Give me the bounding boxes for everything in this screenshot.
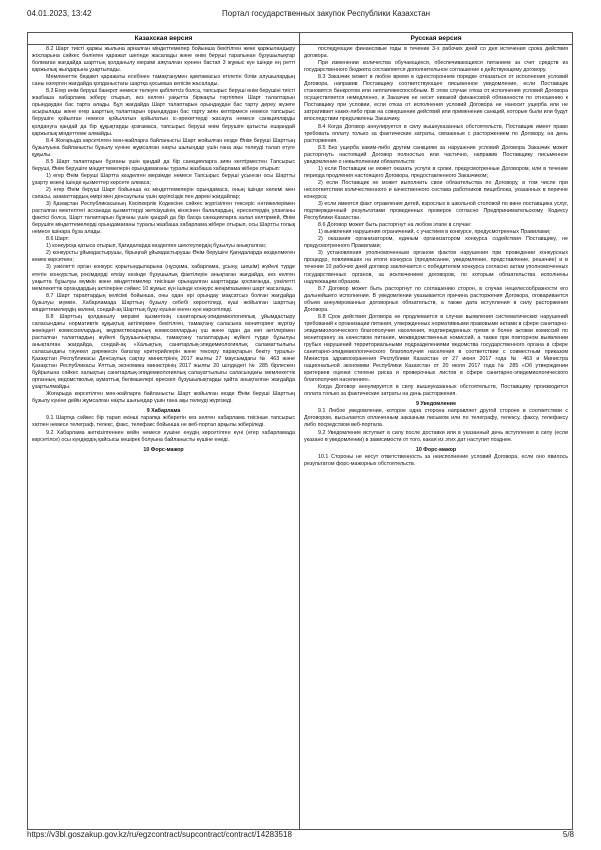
- page-url: https://v3bl.goszakup.gov.kz/ru/egzcontract/supcontract/contract/14283518: [27, 830, 292, 839]
- paragraph: 2) конкурсты ұйымдастырушы, бірыңғай ұйымдастырушы Өнім берушіге Қағидаларда көзделмеген кемек көрсеткен;: [32, 250, 295, 264]
- paragraph: 8.3 Заказчик может в любое время в одностороннем порядке отказаться от исполнения условий Договора, направив Поставщику соответствующее письменное уведомление, если Поставщик становится банкротом или неплатежеспособным. В этом случае отказ от исполнения условий Договора осуществляется немедленно, и Заказчик не несет никакой финансовой обязанности по отношению к Поставщику при условии, если отказ от исполнения условий Договора не наносит ущерба или не затрагивает каких-либо прав на совершение действий или применение санкций, которые были или будут впоследствии предъявлены Заказчику.: [304, 74, 568, 123]
- paragraph: 8.8 Срок действия Договора не продлевается в случае выявления систематических нарушений требований к организации питания, утвержденных нормативными правовыми актами в сфере санитарно-эпидемиологического благополучия населения, подтвержденных тремя и более актами комиссий по мониторингу за качеством питания, межведомственных комиссий, а также при повторном выявлении грубых нарушений территориальными подразделениями ведомства государственного органа в сфере санитарно-эпидемиологического благополучия населения в соответствии с совместным приказом Министра здравоохранения Республики Казахстан от 27 июня 2017 года № 463 и Министра национальной экономики Республики Казахстан от 20 июля 2017 года № 285 «Об утверждении критериев оценки степени риска и проверочных листов в сфере санитарно-эпидемиологического благополучия населения».: [304, 313, 568, 384]
- kazakh-column: [28, 33, 300, 829]
- portal-title: Портал государственных закупок Республики Казахстан: [222, 9, 431, 18]
- paragraph: 3) уәкілетті орган конкурс қорытындыларына (нұсқама, хабарлама, ұсыну, шешім) жүйелі түрде ететін конкурстық рәсімдерді өткізу кезінде бұзушылық фактілерін анықтаған жағдайда, кез келген уақытта бұзылуы мүмкін және міндеттемелер тиісінше орындалған шарттарды қоспағанда, уәкілетті мемлекеттік органдардың актілеріне сәйкес 10 жұмыс күн ішінде конкурс жеңімпазымен шарт жасалады.: [32, 264, 295, 292]
- page-number: 5/8: [562, 830, 574, 839]
- paragraph: 3) если имеется факт отравления детей, взрослых в школьной столовой по вине поставщика услуг, подтвержденный результатами проведенных проверок согласно Предпринимательскому Кодексу Республики Казахстан.: [304, 201, 568, 222]
- paragraph: 9.1 Шартқа сәйкес бір тарап екінші тарапқа жіберетін кез келген хабарлама тиісінше тапсырыс хатпен немесе телеграф, телекс, факс, телефакс бойынша не веб-портал арқылы жіберіледі.: [32, 415, 295, 429]
- paragraph: 3) установления уполномоченным органом фактов нарушения при проведении конкурсных процедур, повлиявших на итоги конкурса (предписание, уведомление, представление, решение) и в течение 10 рабочих дней договор заключается с победителем конкурса согласно актам уполномоченных государственных органов, за исключением договоров, по которым обязательства исполнены надлежащим образом.: [304, 250, 568, 285]
- paragraph: 8.7 Договор может быть расторгнут по соглашению сторон, в случае нецелесообразности его дальнейшего исполнения. В уведомлении указывается причина расторжения Договора, оговаривается объем аннулированных договорных обязательств, а также дата вступления в силу расторжения Договора.: [304, 285, 568, 313]
- section-heading: 9 Уведомление: [415, 401, 457, 408]
- paragraph: 1) если Поставщик не может оказать услуги в сроки, предусмотренные Договором, или в течение периода продления настоящего Договора, предоставленного Заказчиком;: [304, 165, 568, 179]
- paragraph: 8.4 Жоғарыда көрсетілген мән-жайларға байланысты Шарт жойылған кезде Өнім беруші Шарттың бұзылуына байланысты бұзылу күніне жұмсалған нақты шығындар үшін ғана ақы төлеуді талап етуге құқылы.: [32, 137, 295, 158]
- russian-column-title: Русская версия: [300, 33, 572, 45]
- paragraph: 2) егер Өнім беруші Шарт бойынша өз міндеттемелерін орындамаса, оның ішінде көлемі мен сапасы, азаматтардың өмірі мен денсаулығы үшін қауіпсіздік пен дөрекі жағдайлар;: [32, 186, 295, 200]
- paragraph: 8.6 Шарт:: [46, 236, 70, 243]
- paragraph: 8.2 Шарт тиісті қаржы жылына арналған міндеттемелер бойынша бекітілген жеке қаржыландыру жоспарына сәйкес бөлінген қаражат шегінде жасалады және өнім беруші тарапынан бұзушылықтар болмаған жағдайда шарттың қолданылу мерзімі аяқталған күннен бастап 3 жұмыс күн ішінде ең ретті қаржылық жылдарына ұзартылады.: [32, 46, 295, 74]
- paragraph: последующие финансовые годы в течение 3-х рабочих дней со дня истечения срока действия договора.: [304, 46, 568, 60]
- paragraph: Мемлекеттік бюджет қаражаты есебінен тамақтанумен қамтамасыз етілетін білім алушылардың саны өзгерген жағдайда қолданыстағы шартқа қосымша келісім жасалады.: [32, 74, 295, 88]
- paragraph: 2) оказания организатором, единым организатором конкурса содействия Поставщику, не предусмотренного Правилами;: [304, 236, 568, 250]
- paragraph: 9.1 Любое уведомление, которое одна сторона направляет другой стороне в соответствии с Договором, высылается оплаченным заказным письмом или по телеграфу, телексу, факсу, телефаксу либо посредством веб-портала.: [304, 408, 568, 429]
- paragraph: 8.5 Шарт талаптарын бұзғаны үшін қандай да бір санкцияларға зиян келтірместен Тапсырыс беруші, Өнім берушіге міндеттемелерін орындамағаны туралы жазбаша хабарлама жібере отырып:: [32, 158, 295, 172]
- section-heading: 10 Форс-мажор: [415, 446, 457, 453]
- paragraph: 8.7 Шарт тараптардың келісімі бойынша, оны одан әрі орындау мақсатсыз болған жағдайда бұзылуы мүмкін. Хабарламада Шарттың бұзылу себебі көрсетіледі, күші жойылған шарттың міндеттемелердің көлемі, сондай-ақ Шарттың бұзу күшіне енген күні көрсетіледі.: [32, 292, 295, 313]
- paragraph: При изменении количества обучающихся, обеспечивающихся питанием за счет средств из государственного бюджета составляется дополнительное соглашение к действующему договору.: [304, 60, 568, 74]
- section-heading: 10 Форс-мажор: [143, 446, 184, 453]
- kazakh-column-title: Казахская версия: [28, 33, 299, 45]
- paragraph: 1) конкурсқа қатыса отырып, Қағидаларда көзделген шектеулердің бұзылуы анықталған;: [46, 243, 267, 250]
- page-header: [27, 9, 574, 21]
- page-footer: [27, 830, 574, 842]
- paragraph: 8.3 Егер өнім беруші банкрот немесе төлеуге қабілетсіз болса, тапсырыс беруші өнім берушіні тиісті жазбаша хабарлама жіберу отырып, кез келген уақытта біржақты тәртіппен Шарт талаптарын орындаудан бас тарта алады. Бұл жағдайда Шарт талаптарын орындаудан бас тарту дереу жүзеге асырылады және егер шарттың талаптарын орындаудан бас тарту зиян келтірмесе немесе тапсырыс берушіге қойылған немесе қойылатын қойылатын іс-әрекеттерді жасауға немесе санкцияларды қолдануға қандай да бір құқықтарды қозғамаса, тапсырыс беруші өнім берушіге қатысты ешқандай қаржылық міндеттеме алмайды.: [32, 88, 295, 137]
- section-heading: 9 Хабарлама: [146, 408, 181, 415]
- paragraph: 1) выявления нарушения ограничений, с участием в конкурсе, предусмотренных Правилами;: [318, 229, 551, 236]
- paragraph: 10.1 Стороны не несут ответственность за неисполнение условий Договора, если оно явилось результатом форс-мажорных обстоятельств.: [304, 453, 568, 467]
- paragraph: 8.5 Без ущерба каким-либо другим санкциям за нарушение условий Договора Заказчик может расторгнуть настоящий Договор полностью или частично, направив Поставщику письменное уведомление о невыполнении обязательств:: [304, 144, 568, 165]
- paragraph: 2) если Поставщик не может выполнить свои обязательства по Договору, в том числе при несоответствии количественного и качественного состава работников пищеблока, указанных в перечне конкурса;: [304, 179, 568, 200]
- paragraph: Когда Договор аннулируется в силу вышеуказанных обстоятельств, Поставщику производится оплата только за фактические затраты на день расторжения.: [304, 384, 568, 398]
- kazakh-text: [28, 45, 299, 454]
- paragraph: 9.2 Уведомление вступает в силу после доставки или в указанный день вступления в силу (если указано в уведомлении) в зависимости от того, какая из этих дат наступит позднее.: [304, 429, 568, 443]
- paragraph: 8.4 Когда Договор аннулируется в силу вышеуказанных обстоятельств, Поставщик имеет право требовать оплату только за фактические затраты, связанные с расторжением по Договору, на день расторжения.: [304, 123, 568, 144]
- print-datetime: 04.01.2023, 13:42: [27, 9, 92, 18]
- contract-bilingual-table: [27, 32, 573, 830]
- paragraph: 1) егер Өнім беруші Шартта көзделген мерзімде немесе Тапсырыс беруші ұсынған осы Шартты ұзарту кезеңі ішінде қызметтер көрсете алмаса;: [32, 172, 295, 186]
- paragraph: 8.8 Шарттың қолданылу мерзімі қызметінің санитарлық-эпидемиологиялық ұйымдастыру саласындағы нормативтік құқықтық актілермен бекітілген, тамақтану саласына мониторинг жүргізу жөніндегі комиссиялардың, ведомствоаралық комиссиялардың үш және одан да көп актілерімен расталған талаптардың жүйелі бұзушылықтары, тамақтану талаптардың жүйелі түрде бұзылуы анықталған жағдайда, сондай-ақ «Халықтың санитарлық-эпидемиологиялық саламаттылығы саласындағы тәуекел дәрежесін бағалау критерийлерін және тексеру парақтарын бекіту туралы» Қазақстан Республикасы Денсаулық сақтау министрінің 2017 жылғы 27 маусымдағы № 463 және Қазақстан Республикасы Ұлттық экономика министрінің 2017 жылғы 20 шілдедегі № 285 бірлескен бұйрығына сәйкес халықтың санитарлық-эпидемиологиялық салауаттылығы саласындағы мемлекеттік органның ведомстволық ауматтық бөлімшелері өрескел бұзушылықтарды қайта анықталған жағдайда ұзартылмайды.: [32, 313, 295, 391]
- russian-text: [300, 45, 572, 468]
- paragraph: 8.6 Договор может быть расторгнут на любом этапе в случае:: [318, 222, 472, 229]
- paragraph: 3) Қазақстан Республикасының Кәсіпкерлік Кодексіне сәйкес жүргізілген тексеріс нәтижелерімен расталған мектептегі асханада қызметтерді жеткізушінің кінәсінен балалардың, ересектердің уланғаны фактісі болса, Шарт талаптарын бұзғаны үшін қандай да бір басқа санкцияларға залал келтірмей, Өнім берушіге міндеттемелерді орындамағаны туралы жазбаша хабарлама жібере отырып, осы Шартты толық немесе ішінара бұза алады.: [32, 201, 295, 236]
- russian-column: [300, 33, 572, 829]
- paragraph: 9.2 Хабарлама жеткізілгеннен кейін немесе күшіне енудің көрсетілген күні (егер хабарламада көрсетілсе) осы күндердің қайсысы кешірек болуына байланысты күшіне енеді.: [32, 429, 295, 443]
- paragraph: Жоғарыда көрсетілген мән-жайларға байланысты Шарт жойылған кезде Өнім беруші Шарттың бұзылу күніне дейін жұмсалған нақты шығындар үшін ғана ақы төлеуді жүргізеді.: [32, 391, 295, 405]
